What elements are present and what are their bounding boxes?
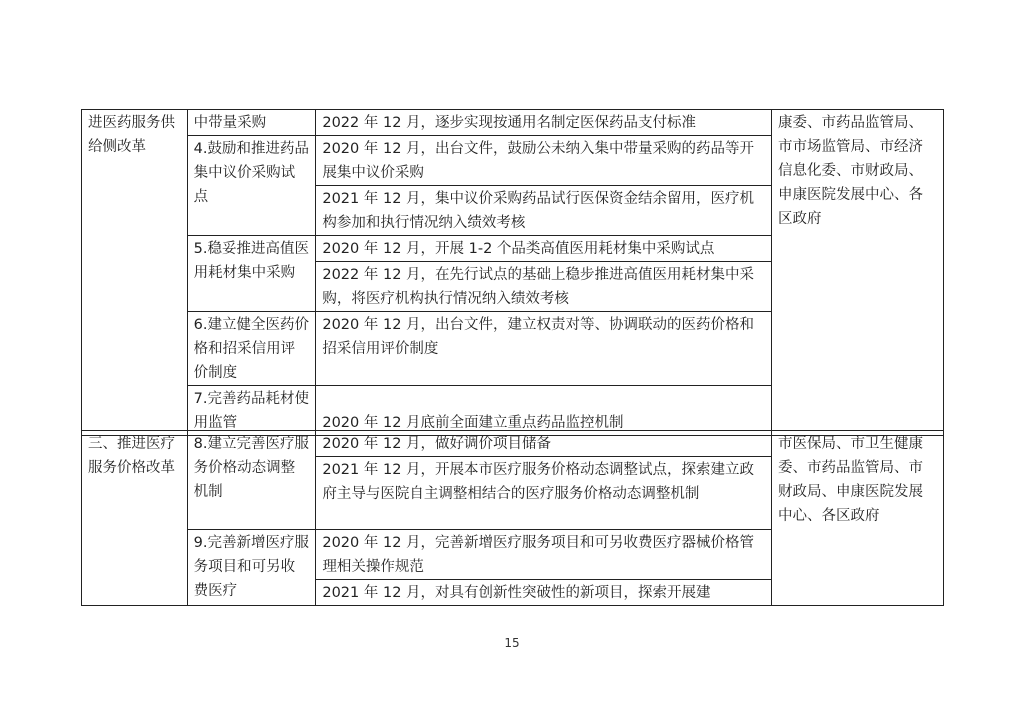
milestone-cell: 2020 年 12 月，出台文件，建立权责对等、协调联动的医药价格和招采信用评价制度 [316, 312, 772, 386]
page-number: 15 [504, 636, 520, 650]
milestone-cell: 2020 年 12 月，完善新增医疗服务项目和可另收费医疗器械价格管理相关操作规范 [316, 530, 772, 580]
milestone-cell: 2020 年 12 月底前全面建立重点药品监控机制 [316, 386, 772, 436]
milestone-cell: 2020 年 12 月，出台文件，鼓励公未纳入集中带量采购的药品等开展集中议价采购 [316, 136, 772, 186]
task-cell: 7.完善药品耗材使用监管 [187, 386, 316, 436]
milestone-cell: 2022 年 12 月，在先行试点的基础上稳步推进高值医用耗材集中采购，将医疗机构执行情况纳入绩效考核 [316, 262, 772, 312]
task-cell: 5.稳妥推进高值医用耗材集中采购 [187, 236, 316, 312]
milestone-cell: 2020 年 12 月，做好调价项目储备 [316, 431, 772, 457]
policy-task-table [81, 109, 944, 436]
milestone-cell: 2021 年 12 月，集中议价采购药品试行医保资金结余留用，医疗机构参加和执行情况纳入绩效考核 [316, 186, 772, 236]
department-cell: 康委、市药品监管局、市市场监管局、市经济信息化委、市财政局、申康医院发展中心、各区政府 [771, 110, 943, 436]
milestone-cell: 2020 年 12 月，开展 1-2 个品类高值医用耗材集中采购试点 [316, 236, 772, 262]
category-cell: 进医药服务供给侧改革 [82, 110, 188, 436]
department-cell: 市医保局、市卫生健康委、市药品监管局、市财政局、申康医院发展中心、各区政府 [771, 431, 943, 606]
task-cell: 6.建立健全医药价格和招采信用评价制度 [187, 312, 316, 386]
task-cell: 4.鼓励和推进药品集中议价采购试点 [187, 136, 316, 236]
milestone-cell: 2022 年 12 月，逐步实现按通用名制定医保药品支付标准 [316, 110, 772, 136]
category-cell: 三、推进医疗服务价格改革 [82, 431, 188, 606]
task-cell: 中带量采购 [187, 110, 316, 136]
milestone-cell: 2021 年 12 月，对具有创新性突破性的新项目，探索开展建 [316, 580, 772, 606]
policy-task-table-part2 [81, 430, 944, 606]
table-row [82, 431, 944, 457]
table-row [82, 110, 944, 136]
task-cell: 9.完善新增医疗服务项目和可另收费医疗 [187, 530, 316, 606]
milestone-cell: 2021 年 12 月，开展本市医疗服务价格动态调整试点，探索建立政府主导与医院自主调整相结合的医疗服务价格动态调整机制 [316, 457, 772, 530]
task-cell: 8.建立完善医疗服务价格动态调整机制 [187, 431, 316, 530]
